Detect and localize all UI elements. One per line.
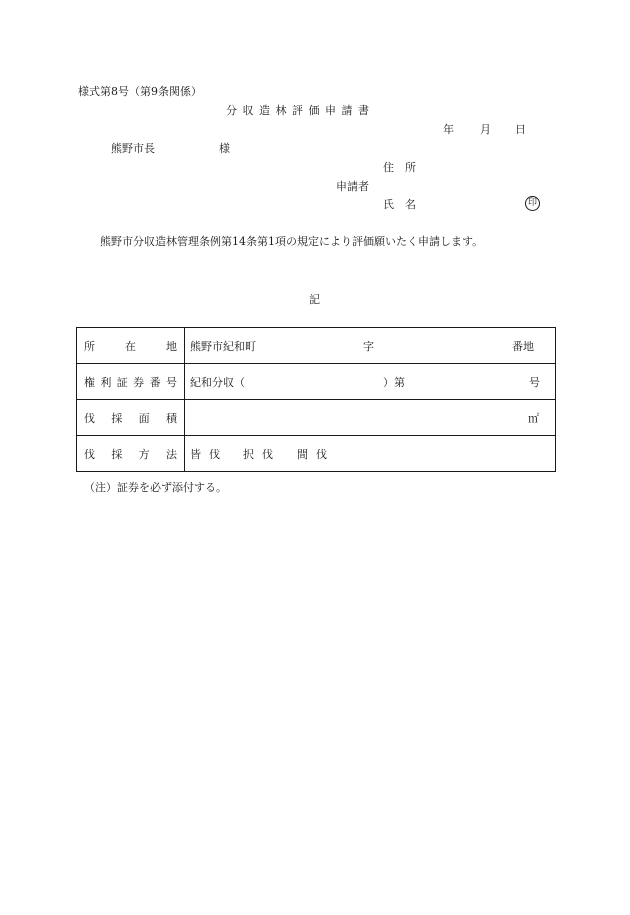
date-month-label: 月 (480, 123, 491, 136)
location-label-cell (77, 328, 185, 364)
method-option-selective[interactable]: 択伐 (243, 447, 281, 461)
footnote: （注）証券を必ず添付する。 (84, 481, 227, 494)
location-value-cell[interactable] (185, 328, 556, 364)
seal-mark: 印 (525, 196, 540, 211)
area-label-cell (77, 400, 185, 436)
label-char: 証 (116, 375, 128, 389)
name-label: 氏 名 (383, 198, 416, 211)
location-label (77, 338, 184, 354)
date-year-label: 年 (443, 123, 454, 136)
table-row-area (77, 400, 556, 436)
label-char: 利 (100, 375, 112, 389)
label-char: 方 (138, 447, 150, 461)
applicant-label: 申請者 (336, 180, 369, 193)
honorific: 様 (219, 142, 230, 155)
method-option-clearcut[interactable]: 皆伐 (190, 447, 228, 461)
certificate-suffix: 号 (529, 375, 540, 389)
label-char: 法 (165, 447, 177, 461)
label-char: 採 (111, 447, 123, 461)
certificate-close: ）第 (383, 375, 405, 389)
form-number: 様式第8号（第9条関係） (78, 85, 202, 98)
method-label-cell (77, 436, 185, 472)
area-value-cell[interactable] (185, 400, 556, 436)
label-char: 採 (111, 411, 123, 425)
label-char: 番 (149, 375, 161, 389)
label-char: 在 (125, 339, 136, 353)
date-day-label: 日 (515, 123, 526, 136)
certificate-prefix: 紀和分収（ (190, 375, 245, 389)
certificate-value-cell[interactable] (185, 364, 556, 400)
label-char: 券 (133, 375, 145, 389)
label-char: 権 (84, 375, 95, 389)
record-label: 記 (309, 293, 320, 306)
label-char: 伐 (84, 411, 95, 425)
application-table (76, 327, 556, 472)
area-unit: ㎡ (528, 411, 539, 425)
method-value-cell[interactable] (185, 436, 556, 472)
label-char: 所 (84, 339, 95, 353)
label-char: 地 (166, 339, 177, 353)
label-char: 伐 (84, 447, 95, 461)
table-row-location (77, 328, 556, 364)
method-label (77, 446, 184, 462)
label-char: 号 (165, 375, 177, 389)
method-option-thinning[interactable]: 間伐 (297, 447, 335, 461)
address-label: 住 所 (383, 161, 416, 174)
certificate-label (77, 374, 184, 390)
table-row-certificate (77, 364, 556, 400)
location-banchi: 番地 (512, 339, 534, 353)
document-title: 分収造林評価申請書 (226, 104, 375, 117)
location-aza: 字 (363, 339, 374, 353)
label-char: 面 (138, 411, 150, 425)
certificate-label-cell (77, 364, 185, 400)
body-text: 熊野市分収造林管理条例第14条第1項の規定により評価願いたく申請します。 (100, 235, 484, 248)
addressee: 熊野市長 (111, 142, 155, 155)
location-city: 熊野市紀和町 (190, 339, 256, 353)
area-label (77, 410, 184, 426)
label-char: 積 (165, 411, 177, 425)
table-row-method (77, 436, 556, 472)
